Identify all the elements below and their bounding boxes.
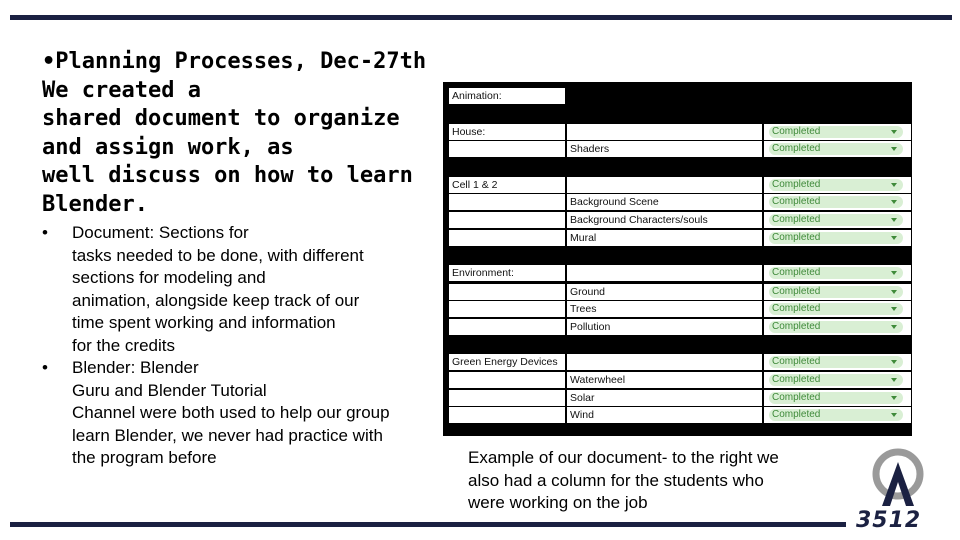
sheet-cell-status[interactable] [764, 319, 911, 335]
logo-emblem-icon [852, 448, 942, 514]
status-chip[interactable] [769, 267, 903, 279]
dropdown-caret-icon[interactable] [891, 183, 897, 187]
sheet-cell-status[interactable] [764, 284, 911, 300]
sheet-cell-task[interactable]: Waterwheel [567, 372, 762, 388]
status-label: Completed [772, 303, 821, 314]
bullet-line: tasks needed to be done, with different [72, 245, 364, 265]
sheet-cell-task[interactable]: Wind [567, 407, 762, 423]
status-label: Completed [772, 214, 821, 225]
sheet-cell-section[interactable]: Cell 1 & 2 [449, 177, 565, 193]
bullet-line: Guru and Blender Tutorial [72, 380, 267, 400]
sheet-cell-section[interactable]: Animation: [449, 88, 565, 104]
sheet-cell-section[interactable] [449, 390, 565, 406]
top-rule [10, 15, 952, 20]
sheet-cell-section[interactable] [449, 372, 565, 388]
bullet-document [42, 222, 442, 357]
caption-line: Example of our document- to the right we [468, 448, 779, 467]
sheet-cell-status[interactable] [764, 265, 911, 281]
dropdown-caret-icon[interactable] [891, 271, 897, 275]
bullet-line: animation, alongside keep track of our [72, 290, 360, 310]
team-logo [852, 448, 942, 532]
sheet-cell-status[interactable] [764, 390, 911, 406]
dropdown-caret-icon[interactable] [891, 147, 897, 151]
sheet-cell-section[interactable] [449, 407, 565, 423]
sheet-cell-task[interactable] [567, 354, 762, 370]
status-label: Completed [772, 374, 821, 385]
bullet-blender [42, 357, 442, 470]
bullet-line: Document: Sections for [72, 223, 249, 242]
sheet-cell-task[interactable]: Background Characters/souls [567, 212, 762, 228]
bullet-line: sections for modeling and [72, 268, 266, 287]
bullet-line: Channel were both used to help our group [72, 403, 390, 422]
status-chip[interactable] [769, 179, 903, 191]
sheet-cell-status[interactable] [764, 372, 911, 388]
sheet-cell-section[interactable] [449, 230, 565, 246]
status-chip[interactable] [769, 196, 903, 208]
sheet-cell-section[interactable] [449, 284, 565, 300]
sheet-cell-status[interactable] [764, 230, 911, 246]
dropdown-caret-icon[interactable] [891, 130, 897, 134]
bullet-line: the program before [72, 448, 217, 467]
sheet-cell-task[interactable]: Pollution [567, 319, 762, 335]
heading-line: •Planning Processes, Dec-27th [42, 49, 427, 74]
status-chip[interactable] [769, 286, 903, 298]
sheet-cell-task[interactable]: Trees [567, 301, 762, 317]
slide-heading [42, 48, 432, 219]
bullet-line: for the credits [72, 335, 175, 355]
sheet-cell-section[interactable] [449, 141, 565, 157]
sheet-cell-status[interactable] [764, 407, 911, 423]
sheet-cell-status[interactable] [764, 141, 911, 157]
status-label: Completed [772, 143, 821, 154]
dropdown-caret-icon[interactable] [891, 307, 897, 311]
dropdown-caret-icon[interactable] [891, 290, 897, 294]
sheet-cell-status[interactable] [764, 301, 911, 317]
status-chip[interactable] [769, 143, 903, 155]
sheet-cell-task[interactable]: Background Scene [567, 194, 762, 210]
status-chip[interactable] [769, 409, 903, 421]
status-label: Completed [772, 126, 821, 137]
status-label: Completed [772, 179, 821, 190]
sheet-cell-status[interactable] [764, 212, 911, 228]
sheet-cell-section[interactable]: Green Energy Devices [449, 354, 565, 370]
sheet-cell-task[interactable]: Shaders [567, 141, 762, 157]
bullet-line: time spent working and information [72, 313, 336, 332]
status-label: Completed [772, 356, 821, 367]
status-label: Completed [772, 232, 821, 243]
status-label: Completed [772, 409, 821, 420]
status-chip[interactable] [769, 356, 903, 368]
dropdown-caret-icon[interactable] [891, 200, 897, 204]
status-chip[interactable] [769, 126, 903, 138]
sheet-cell-section[interactable]: House: [449, 124, 565, 140]
status-label: Completed [772, 392, 821, 403]
status-label: Completed [772, 196, 821, 207]
bullet-line: learn Blender, we never had practice with [72, 425, 383, 445]
sheet-cell-task[interactable]: Solar [567, 390, 762, 406]
dropdown-caret-icon[interactable] [891, 360, 897, 364]
sheet-cell-task[interactable]: Mural [567, 230, 762, 246]
status-chip[interactable] [769, 374, 903, 386]
bottom-rule [10, 522, 846, 527]
status-label: Completed [772, 321, 821, 332]
sheet-cell-status[interactable] [764, 124, 911, 140]
bullet-line: Blender: Blender [72, 358, 199, 377]
dropdown-caret-icon[interactable] [891, 325, 897, 329]
sheet-cell-task[interactable] [567, 124, 762, 140]
spreadsheet-screenshot [443, 82, 912, 436]
dropdown-caret-icon[interactable] [891, 218, 897, 222]
status-chip[interactable] [769, 321, 903, 333]
status-label: Completed [772, 267, 821, 278]
sheet-cell-section[interactable] [449, 194, 565, 210]
status-chip[interactable] [769, 303, 903, 315]
sheet-cell-status[interactable] [764, 177, 911, 193]
sheet-cell-task[interactable] [567, 265, 762, 281]
heading-line: We created a [42, 77, 201, 103]
caption-line: were working on the job [468, 493, 648, 512]
heading-line: well discuss on how to learn [42, 163, 413, 188]
heading-line: and assign work, as [42, 134, 294, 160]
heading-line: Blender. [42, 191, 148, 217]
sheet-cell-section[interactable] [449, 301, 565, 317]
sheet-cell-status[interactable] [764, 354, 911, 370]
dropdown-caret-icon[interactable] [891, 413, 897, 417]
logo-text: 3512 [856, 508, 922, 533]
dropdown-caret-icon[interactable] [891, 236, 897, 240]
bullet-symbol: • [42, 223, 48, 242]
status-chip[interactable] [769, 392, 903, 404]
caption-line: also had a column for the students who [468, 470, 764, 490]
heading-line: shared document to organize [42, 106, 400, 131]
sheet-cell-section[interactable]: Environment: [449, 265, 565, 281]
sheet-cell-section[interactable] [449, 319, 565, 335]
sheet-cell-section[interactable] [449, 212, 565, 228]
dropdown-caret-icon[interactable] [891, 378, 897, 382]
status-chip[interactable] [769, 232, 903, 244]
sheet-cell-task[interactable] [567, 177, 762, 193]
dropdown-caret-icon[interactable] [891, 396, 897, 400]
status-chip[interactable] [769, 214, 903, 226]
image-caption [468, 447, 828, 515]
bullet-symbol: • [42, 358, 48, 377]
sheet-cell-task[interactable]: Ground [567, 284, 762, 300]
sheet-cell-status[interactable] [764, 194, 911, 210]
status-label: Completed [772, 286, 821, 297]
bullet-list [42, 222, 442, 470]
